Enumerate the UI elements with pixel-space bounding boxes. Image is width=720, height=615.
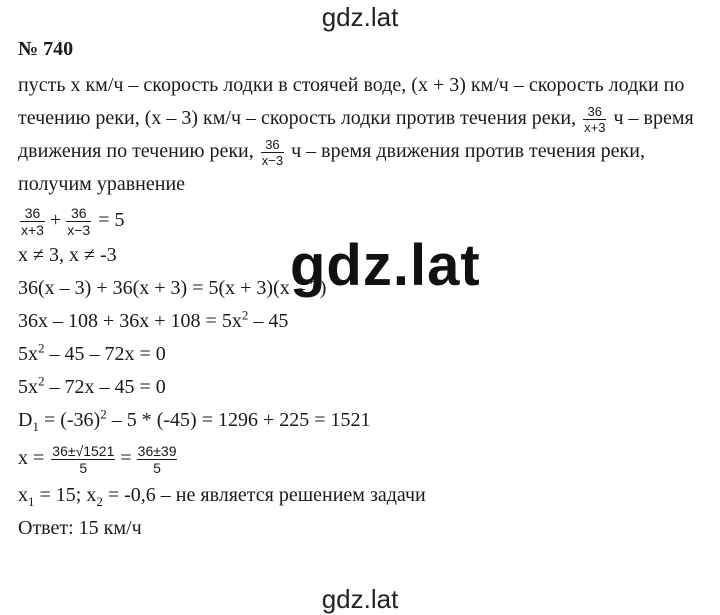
step-2-right: – 45 bbox=[248, 310, 289, 332]
equation-fraction-2 bbox=[66, 205, 91, 238]
fraction-denominator: x−3 bbox=[261, 152, 284, 168]
roots-fraction-2 bbox=[137, 443, 178, 476]
fraction-numerator: 36 bbox=[66, 205, 91, 222]
solutions-line bbox=[18, 479, 708, 512]
fraction-denominator: x+3 bbox=[584, 119, 606, 135]
roots-fraction-1 bbox=[51, 443, 115, 476]
exponent: 2 bbox=[38, 340, 45, 356]
fraction-denominator: 5 bbox=[79, 459, 88, 476]
roots-lhs: х = bbox=[18, 447, 50, 469]
fraction-denominator: x−3 bbox=[67, 221, 91, 238]
step-4-line bbox=[18, 371, 708, 404]
restriction-line: х ≠ 3, х ≠ -3 bbox=[18, 244, 117, 266]
fraction-denominator: x+3 bbox=[21, 221, 44, 238]
discriminant-symbol: D bbox=[18, 409, 33, 431]
intro-text-1: пусть х км/ч – скорость лодки в стоячей воде, (х + 3) км/ч – скорость лодки по течению реки, (х – 3) км/ч – скорость лодки против течения реки, bbox=[18, 74, 685, 129]
intro-text-2: ч – время движения по течению реки, bbox=[18, 107, 694, 162]
step-3-right: – 45 – 72х = 0 bbox=[44, 343, 166, 365]
exponent: 2 bbox=[38, 373, 45, 389]
plus-sign: + bbox=[49, 209, 62, 231]
step-2-line bbox=[18, 305, 708, 338]
discriminant-part-1: = (-36) bbox=[38, 409, 101, 431]
subscript: 1 bbox=[28, 494, 35, 509]
fraction-numerator: 36 bbox=[20, 205, 45, 222]
watermark-bottom: gdz.lat bbox=[321, 584, 399, 614]
watermark-center: gdz.lat bbox=[290, 233, 481, 298]
intro-text-3: ч – время движения против течения реки, получим уравнение bbox=[18, 140, 645, 195]
step-3-left: 5х bbox=[18, 343, 38, 365]
exponent: 2 bbox=[100, 406, 107, 422]
fraction-numerator: 36±√1521 bbox=[52, 442, 115, 459]
fraction-numerator: 36±39 bbox=[137, 442, 177, 459]
step-2-left: 36х – 108 + 36х + 108 = 5х bbox=[18, 310, 242, 332]
discriminant-part-2: – 5 * (-45) = 1296 + 225 = 1521 bbox=[106, 409, 371, 431]
equation-rhs: = 5 bbox=[93, 209, 125, 231]
problem-intro bbox=[18, 69, 708, 201]
step-4-left: 5х bbox=[18, 376, 38, 398]
equation-fraction-1 bbox=[20, 205, 45, 238]
subscript: 2 bbox=[96, 494, 103, 509]
solution-x: х bbox=[18, 484, 28, 506]
problem-number: № 740 bbox=[18, 38, 74, 60]
step-1-line: 36(х – 3) + 36(х + 3) = 5(х + 3)(х – 3) bbox=[18, 277, 327, 299]
solution-part-1: = 15; х bbox=[34, 484, 97, 506]
step-3-line bbox=[18, 338, 708, 371]
subscript: 1 bbox=[32, 419, 39, 434]
intro-fraction-2 bbox=[261, 137, 284, 168]
answer-line: Ответ: 15 км/ч bbox=[18, 517, 142, 539]
fraction-numerator: 36 bbox=[583, 104, 606, 120]
step-4-right: – 72х – 45 = 0 bbox=[44, 376, 166, 398]
equals-sign: = bbox=[120, 447, 132, 469]
roots-line bbox=[18, 437, 708, 479]
solution-part-2: = -0,6 – не является решением задачи bbox=[102, 484, 426, 506]
discriminant-line bbox=[18, 404, 708, 437]
intro-fraction-1 bbox=[583, 104, 606, 135]
fraction-numerator: 36 bbox=[261, 137, 284, 153]
fraction-denominator: 5 bbox=[153, 459, 161, 476]
exponent: 2 bbox=[241, 307, 249, 323]
watermark-top: gdz.lat bbox=[321, 2, 399, 32]
